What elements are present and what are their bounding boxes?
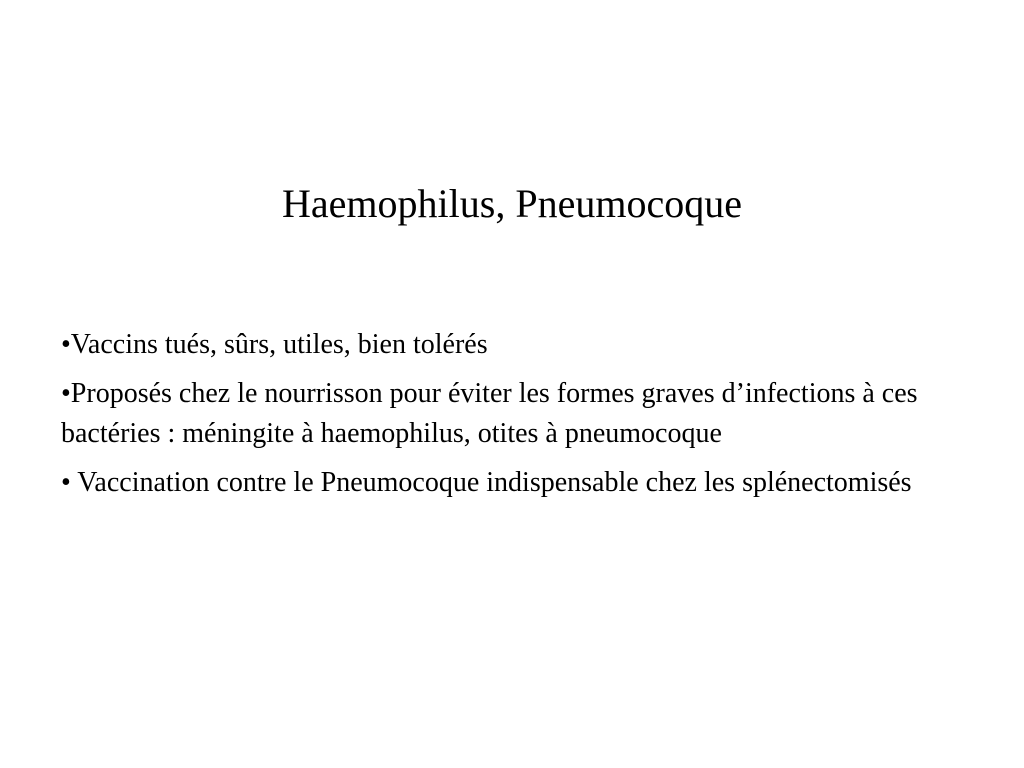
bullet-item: •Proposés chez le nourrisson pour éviter les formes graves d’infections à ces bactéries : méningite à haemophilus, otites à pneumocoque bbox=[61, 378, 918, 449]
bullet-list bbox=[61, 325, 961, 512]
bullet-item: •Vaccins tués, sûrs, utiles, bien tolérés bbox=[61, 329, 488, 360]
slide-title: Haemophilus, Pneumocoque bbox=[282, 181, 742, 226]
bullet-item: • Vaccination contre le Pneumocoque indispensable chez les splénectomisés bbox=[61, 467, 912, 498]
